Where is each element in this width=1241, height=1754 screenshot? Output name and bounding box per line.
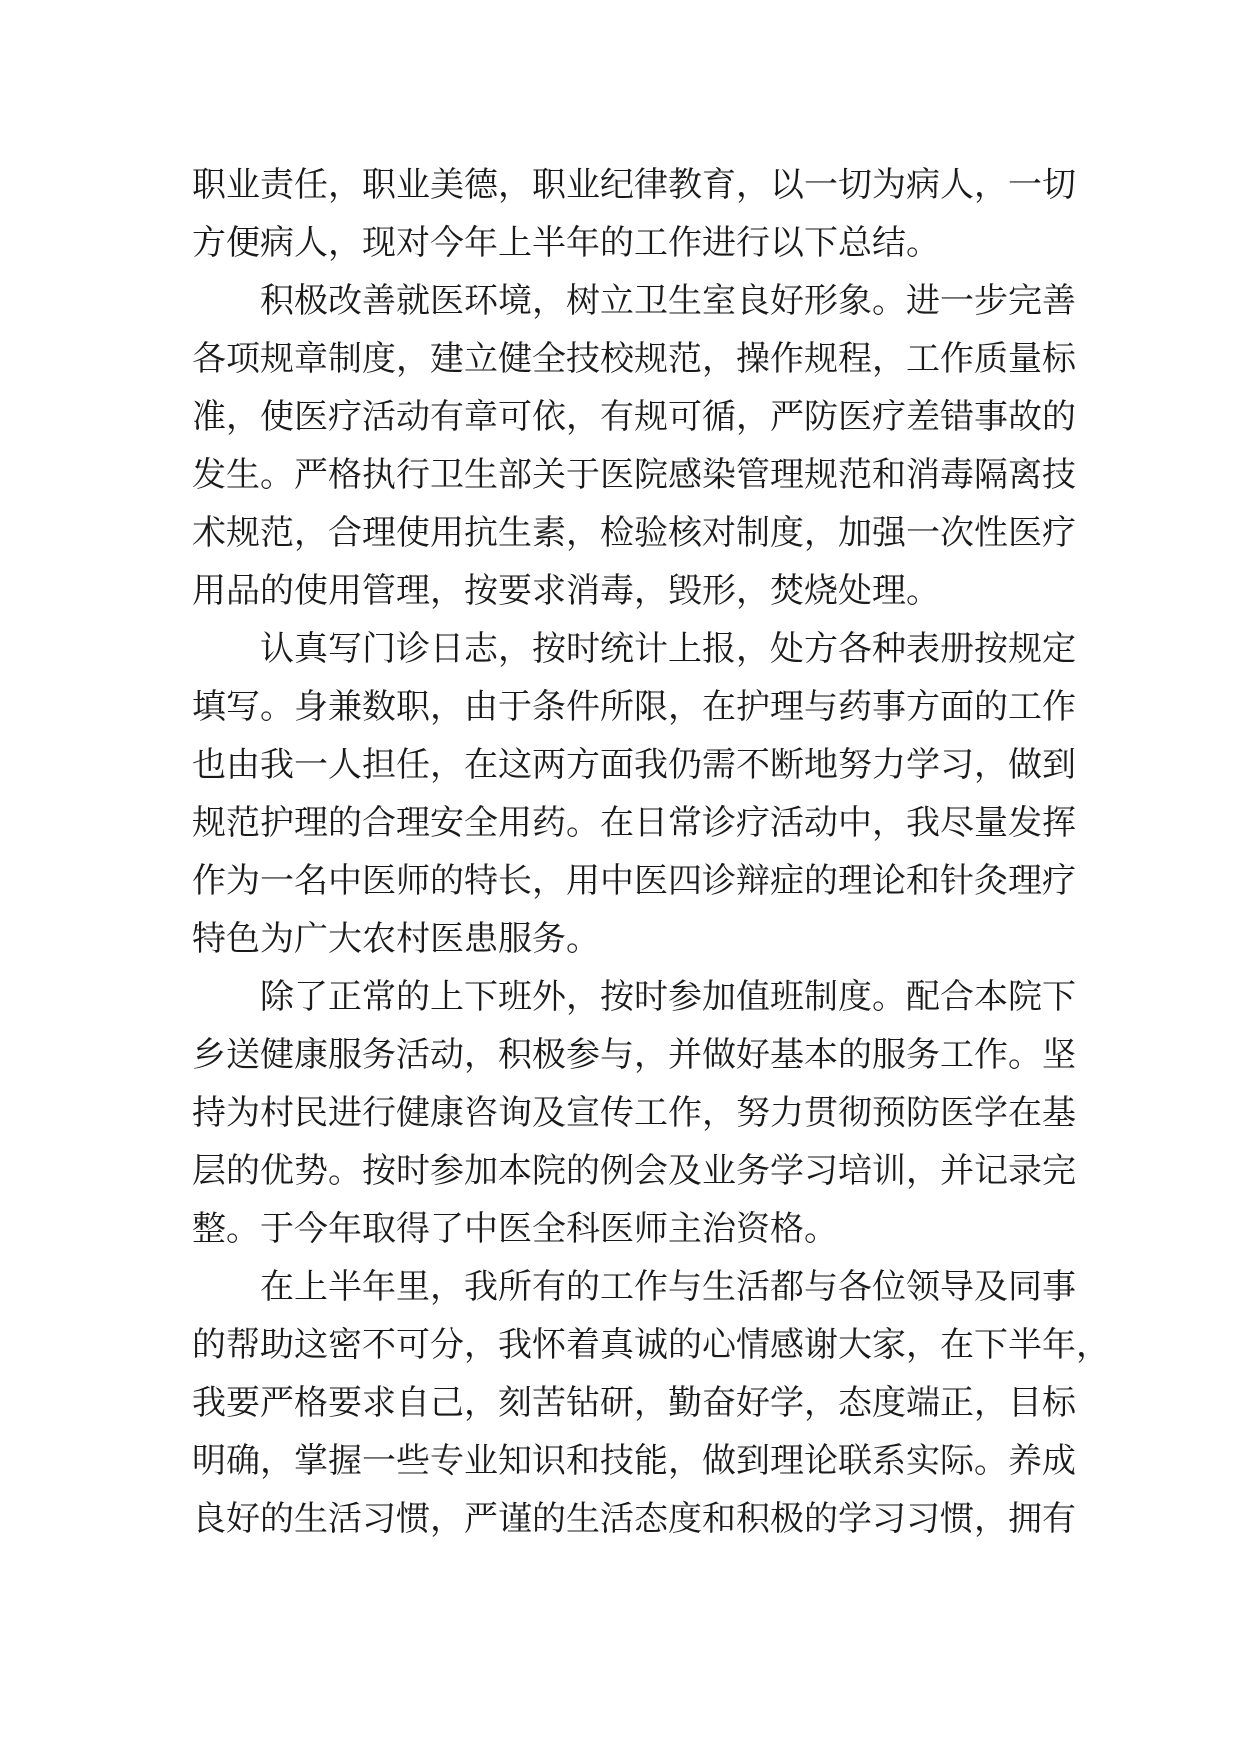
text-line: 也由我一人担任，在这两方面我仍需不断地努力学习，做到: [192, 745, 1076, 785]
text-line: 用品的使用管理，按要求消毒，毁形，焚烧处理。: [192, 571, 940, 611]
document-body: [192, 156, 1110, 1548]
text-line: 我要严格要求自己，刻苦钻研，勤奋好学，态度端正，目标: [192, 1383, 1076, 1423]
text-line: 职业责任，职业美德，职业纪律教育，以一切为病人，一切: [192, 165, 1076, 205]
text-line: 方便病人，现对今年上半年的工作进行以下总结。: [192, 223, 940, 263]
text-line: 乡送健康服务活动，积极参与，并做好基本的服务工作。坚: [192, 1035, 1076, 1075]
text-line: 作为一名中医师的特长，用中医四诊辩症的理论和针灸理疗: [192, 861, 1076, 901]
text-line: 填写。身兼数职，由于条件所限，在护理与药事方面的工作: [192, 687, 1076, 727]
text-line: 整。于今年取得了中医全科医师主治资格。: [192, 1209, 838, 1249]
text-line: 准，使医疗活动有章可依，有规可循，严防医疗差错事故的: [192, 397, 1076, 437]
text-line: 术规范，合理使用抗生素，检验核对制度，加强一次性医疗: [192, 513, 1076, 553]
paragraph-first-line: 积极改善就医环境，树立卫生室良好形象。进一步完善: [260, 281, 1076, 321]
text-line: 持为村民进行健康咨询及宣传工作，努力贯彻预防医学在基: [192, 1093, 1076, 1133]
text-line: 良好的生活习惯，严谨的生活态度和积极的学习习惯，拥有: [192, 1499, 1076, 1539]
text-line: 规范护理的合理安全用药。在日常诊疗活动中，我尽量发挥: [192, 803, 1076, 843]
text-line: 各项规章制度，建立健全技校规范，操作规程，工作质量标: [192, 339, 1076, 379]
paragraph-first-line: 认真写门诊日志，按时统计上报，处方各种表册按规定: [260, 629, 1076, 669]
text-line: 明确，掌握一些专业知识和技能，做到理论联系实际。养成: [192, 1441, 1076, 1481]
paragraph-first-line: 除了正常的上下班外，按时参加值班制度。配合本院下: [260, 977, 1076, 1017]
text-line: 的帮助这密不可分，我怀着真诚的心情感谢大家，在下半年，: [192, 1325, 1110, 1365]
text-line: 特色为广大农村医患服务。: [192, 919, 600, 959]
paragraph-first-line: 在上半年里，我所有的工作与生活都与各位领导及同事: [260, 1267, 1076, 1307]
text-line: 层的优势。按时参加本院的例会及业务学习培训，并记录完: [192, 1151, 1076, 1191]
text-line: 发生。严格执行卫生部关于医院感染管理规范和消毒隔离技: [192, 455, 1076, 495]
